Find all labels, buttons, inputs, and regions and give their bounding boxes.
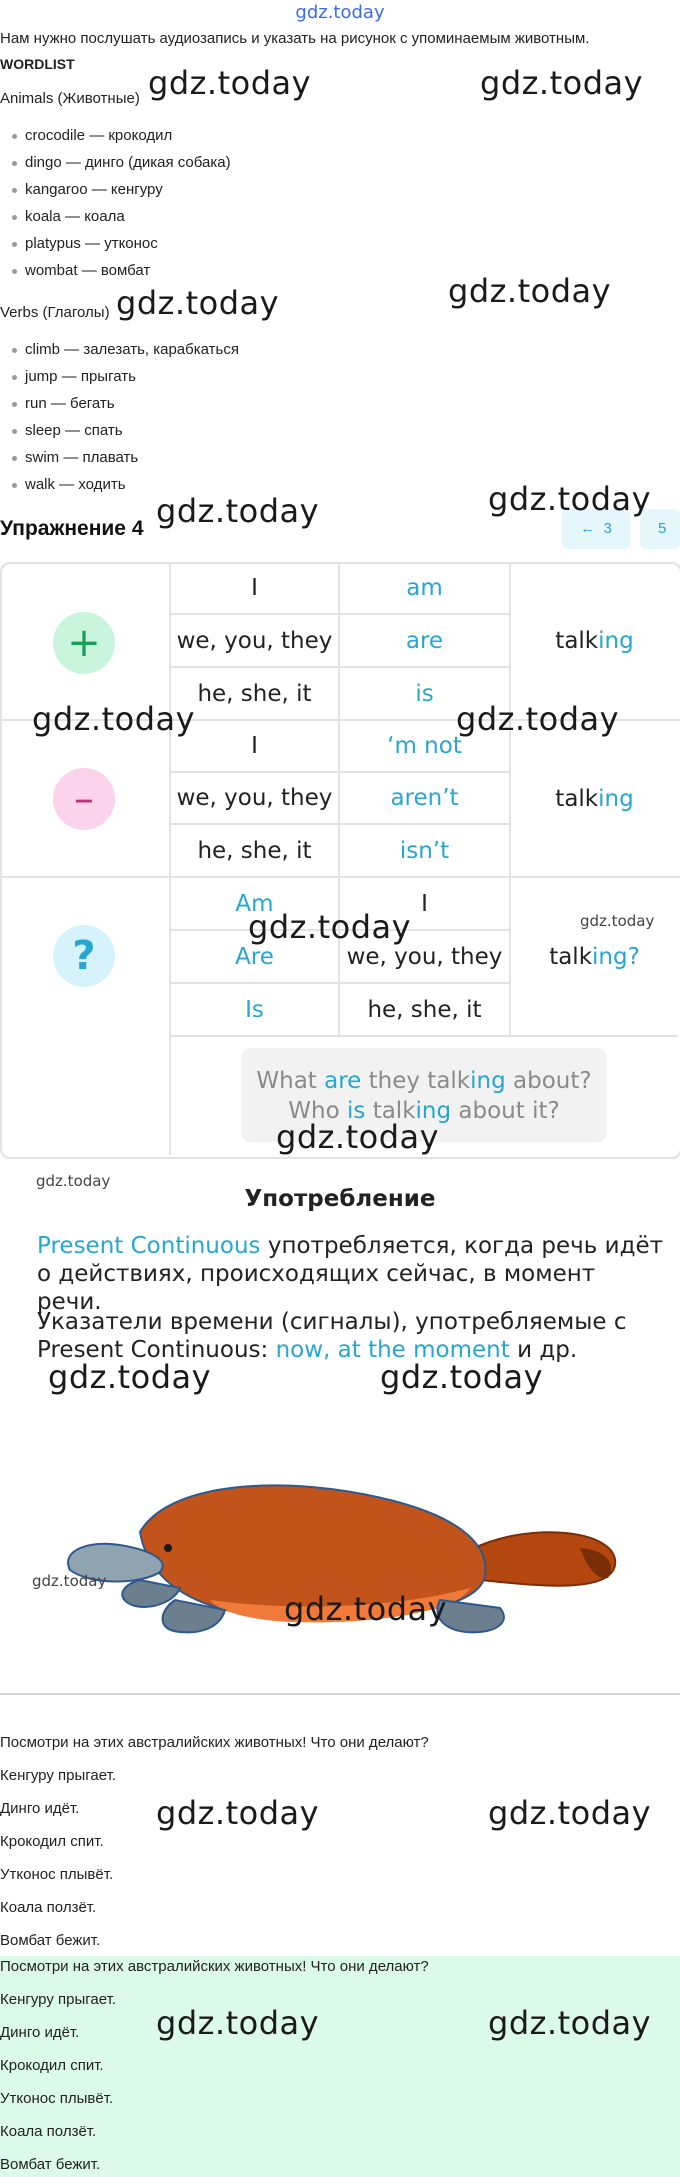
solution-line: Вомбат бежит.: [0, 2156, 101, 2173]
verbs-heading: Verbs (Глаголы): [0, 304, 110, 321]
watermark: gdz.today: [488, 1794, 652, 1832]
watermark: gdz.today: [448, 272, 612, 310]
solution-line: Коала ползёт.: [0, 2123, 97, 2140]
watermark: gdz.today: [32, 700, 196, 738]
plus-icon: +: [53, 612, 115, 674]
usage-paragraph: Present Continuous употребляется, когда речь идёт о действиях, происходящих сейчас, в момент речи.: [37, 1233, 664, 1315]
question-icon: ?: [53, 925, 115, 987]
watermark: gdz.today: [276, 1118, 440, 1156]
solution-line: Утконос плывёт.: [0, 2090, 114, 2107]
usage-title: Употребление: [244, 1186, 436, 1212]
usage-paragraph: Указатели времени (сигналы), употребляемые с Present Continuous: now, at the moment и др.: [37, 1309, 627, 1363]
list-item: walk — ходить: [12, 471, 239, 498]
example-question: Who is talking about it?: [288, 1098, 560, 1124]
watermark: gdz.today: [480, 64, 644, 102]
answer-line: Утконос плывёт.: [0, 1866, 114, 1883]
subject-cell: he, she, it: [340, 984, 511, 1037]
subject-cell: I: [169, 721, 340, 773]
watermark: gdz.today: [580, 912, 655, 930]
subject-cell: I: [169, 562, 340, 615]
talking-cell: talk ing: [511, 721, 678, 878]
watermark: gdz.today: [156, 492, 320, 530]
subject-cell: I: [340, 878, 511, 931]
list-item: crocodile — крокодил: [12, 122, 231, 149]
exercise-title: Упражнение 4: [0, 517, 144, 540]
animals-heading: Animals (Животные): [0, 90, 140, 107]
subject-cell: we, you, they: [340, 931, 511, 984]
solution-line: Динго идёт.: [0, 2024, 80, 2041]
watermark: gdz.today: [32, 1572, 107, 1590]
answer-line: Вомбат бежит.: [0, 1932, 101, 1949]
answer-line: Крокодил спит.: [0, 1833, 104, 1850]
list-item: kangaroo — кенгуру: [12, 176, 231, 203]
watermark: gdz.today: [488, 480, 652, 518]
list-item: run — бегать: [12, 390, 239, 417]
answer-line: Динго идёт.: [0, 1800, 80, 1817]
list-item: dingo — динго (дикая собака): [12, 149, 231, 176]
minus-icon: –: [53, 768, 115, 830]
solution-question: Посмотри на этих австралийских животных! Что они делают?: [0, 1958, 429, 1975]
verb-cell: ‘m not: [340, 721, 511, 773]
list-item: wombat — вомбат: [12, 257, 231, 284]
watermark: gdz.today: [156, 2004, 320, 2042]
watermark: gdz.today: [284, 1590, 448, 1628]
verb-cell: aren’t: [340, 773, 511, 825]
subject-cell: we, you, they: [169, 615, 340, 668]
wordlist-title: WORDLIST: [0, 56, 75, 72]
talking-question-cell: talk ing ?: [511, 878, 678, 1037]
verb-cell: is: [340, 668, 511, 721]
verb-cell: isn’t: [340, 825, 511, 878]
verb-cell: am: [340, 562, 511, 615]
watermark: gdz.today: [116, 284, 280, 322]
verb-cell: are: [340, 615, 511, 668]
solution-line: Крокодил спит.: [0, 2057, 104, 2074]
subject-cell: we, you, they: [169, 773, 340, 825]
site-logo[interactable]: gdz.today: [295, 2, 385, 23]
list-item: swim — плавать: [12, 444, 239, 471]
list-item: climb — залезать, карабкаться: [12, 336, 239, 363]
watermark: gdz.today: [156, 1794, 320, 1832]
list-item: sleep — спать: [12, 417, 239, 444]
verb-cell: Are: [169, 931, 340, 984]
next-exercise-button[interactable]: 5: [640, 509, 680, 549]
arrow-left-icon: ←: [580, 520, 596, 537]
verbs-list: [12, 336, 239, 498]
animals-list: [12, 122, 231, 284]
subject-cell: he, she, it: [169, 668, 340, 721]
watermark: gdz.today: [380, 1358, 544, 1396]
watermark: gdz.today: [488, 2004, 652, 2042]
talking-cell: talk ing: [511, 562, 678, 721]
prev-exercise-button[interactable]: ← 3: [562, 509, 630, 549]
watermark: gdz.today: [456, 700, 620, 738]
watermark: gdz.today: [148, 64, 312, 102]
answer-line: Коала ползёт.: [0, 1899, 97, 1916]
list-item: jump — прыгать: [12, 363, 239, 390]
watermark: gdz.today: [48, 1358, 212, 1396]
subject-cell: he, she, it: [169, 825, 340, 878]
watermark: gdz.today: [36, 1172, 111, 1190]
intro-text: Нам нужно послушать аудиозапись и указать на рисунок с упоминаемым животным.: [0, 30, 590, 47]
watermark: gdz.today: [248, 908, 412, 946]
solution-line: Кенгуру прыгает.: [0, 1991, 116, 2008]
list-item: koala — коала: [12, 203, 231, 230]
example-question: What are they talking about?: [256, 1068, 592, 1094]
answer-line: Кенгуру прыгает.: [0, 1767, 116, 1784]
verb-cell: Am: [169, 878, 340, 931]
exercise-question: Посмотри на этих австралийских животных! Что они делают?: [0, 1734, 429, 1751]
list-item: platypus — утконос: [12, 230, 231, 257]
verb-cell: Is: [169, 984, 340, 1037]
